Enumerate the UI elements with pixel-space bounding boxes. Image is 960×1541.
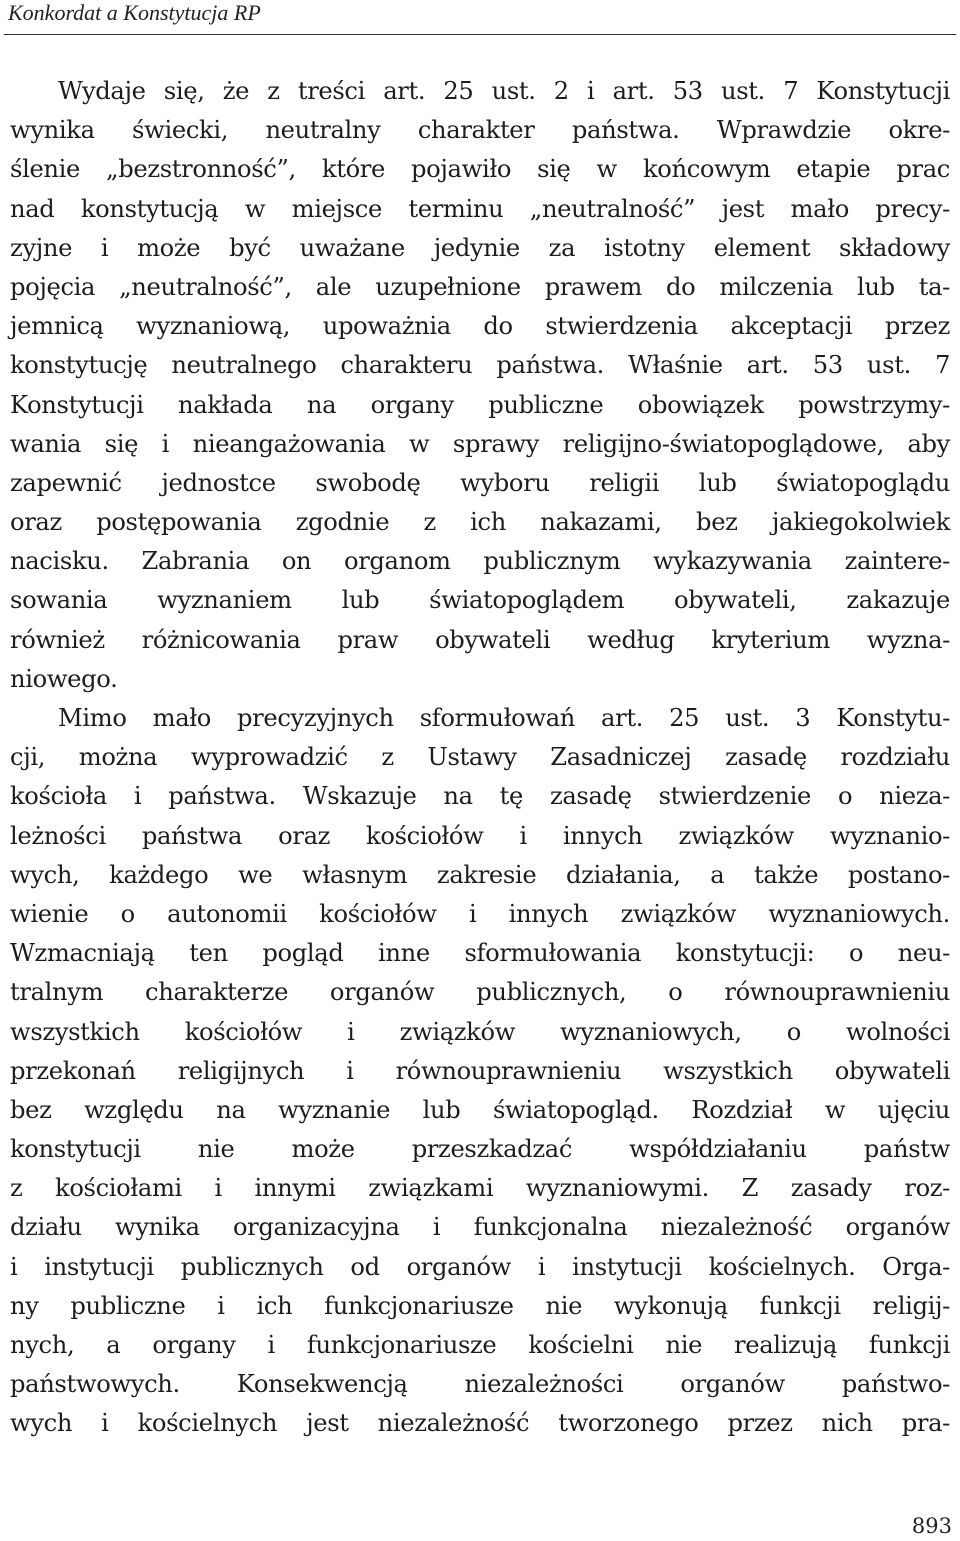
text-line: wania się i nieangażowania w sprawy religijno-światopoglądowe, aby	[10, 429, 950, 458]
text-line: wienie o autonomii kościołów i innych związków wyznaniowych.	[10, 899, 950, 928]
text-line: pojęcia „neutralność”, ale uzupełnione prawem do milczenia lub ta-	[10, 272, 950, 301]
text-line: przekonań religijnych i równouprawnieniu wszystkich obywateli	[10, 1056, 950, 1085]
paragraph-2	[10, 699, 950, 1444]
text-line: zyjne i może być uważane jedynie za istotny element składowy	[10, 233, 950, 262]
text-line: konstytucję neutralnego charakteru państwa. Właśnie art. 53 ust. 7	[10, 351, 950, 380]
text-line: oraz postępowania zgodnie z ich nakazami, bez jakiegokolwiek	[10, 508, 950, 537]
text-line: wych i kościelnych jest niezależność tworzonego przez nich pra-	[10, 1409, 950, 1438]
text-line: Wydaje się, że z treści art. 25 ust. 2 i art. 53 ust. 7 Konstytucji	[58, 77, 950, 105]
text-line: wych, każdego we własnym zakresie działania, a także postano-	[10, 860, 950, 889]
text-line: również różnicowania praw obywateli według kryterium wyzna-	[10, 625, 950, 654]
text-line: Wzmacniają ten pogląd inne sformułowania konstytucji: o neu-	[10, 939, 950, 968]
text-line: konstytucji nie może przeszkadzać współdziałaniu państw	[10, 1135, 950, 1164]
text-line: sowania wyznaniem lub światopoglądem obywateli, zakazuje	[10, 586, 950, 615]
body-text	[10, 72, 950, 1444]
text-line: jemnicą wyznaniową, upoważnia do stwierdzenia akceptacji przez	[10, 312, 950, 341]
text-line: nych, a organy i funkcjonariusze kościelni nie realizują funkcji	[10, 1331, 950, 1359]
running-header: Konkordat a Konstytucja RP	[8, 0, 261, 25]
text-line: niowego.	[10, 664, 118, 693]
text-line: bez względu na wyznanie lub światopogląd. Rozdział w ujęciu	[10, 1095, 950, 1124]
text-line: kościoła i państwa. Wskazuje na tę zasadę stwierdzenie o nieza-	[10, 782, 950, 811]
text-line: ślenie „bezstronność”, które pojawiło się w końcowym etapie prac	[10, 155, 950, 184]
text-line: państwowych. Konsekwencją niezależności organów państwo-	[10, 1370, 950, 1399]
text-line: nacisku. Zabrania on organom publicznym wykazywania zaintere-	[10, 547, 950, 576]
text-line: Konstytucji nakłada na organy publiczne obowiązek powstrzymy-	[10, 390, 950, 419]
text-line: nad konstytucją w miejsce terminu „neutralność” jest mało precy-	[10, 194, 950, 223]
page-number: 893	[911, 1514, 952, 1538]
text-line: wynika świecki, neutralny charakter państwa. Wprawdzie okre-	[10, 116, 950, 145]
text-line: leżności państwa oraz kościołów i innych związków wyznanio-	[10, 821, 950, 850]
text-line: wszystkich kościołów i związków wyznaniowych, o wolności	[10, 1017, 950, 1046]
text-line: ny publiczne i ich funkcjonariusze nie wykonują funkcji religij-	[10, 1291, 950, 1320]
text-line: Mimo mało precyzyjnych sformułowań art. 25 ust. 3 Konstytu-	[58, 704, 950, 732]
text-line: cji, można wyprowadzić z Ustawy Zasadniczej zasadę rozdziału	[10, 743, 950, 772]
header-rule	[4, 34, 956, 35]
text-line: tralnym charakterze organów publicznych, o równouprawnieniu	[10, 978, 950, 1007]
paragraph-1	[10, 72, 950, 699]
text-line: działu wynika organizacyjna i funkcjonalna niezależność organów	[10, 1213, 950, 1242]
text-line: zapewnić jednostce swobodę wyboru religii lub światopoglądu	[10, 468, 950, 497]
text-line: i instytucji publicznych od organów i instytucji kościelnych. Orga-	[10, 1252, 950, 1281]
text-line: z kościołami i innymi związkami wyznaniowymi. Z zasady roz-	[10, 1174, 950, 1203]
